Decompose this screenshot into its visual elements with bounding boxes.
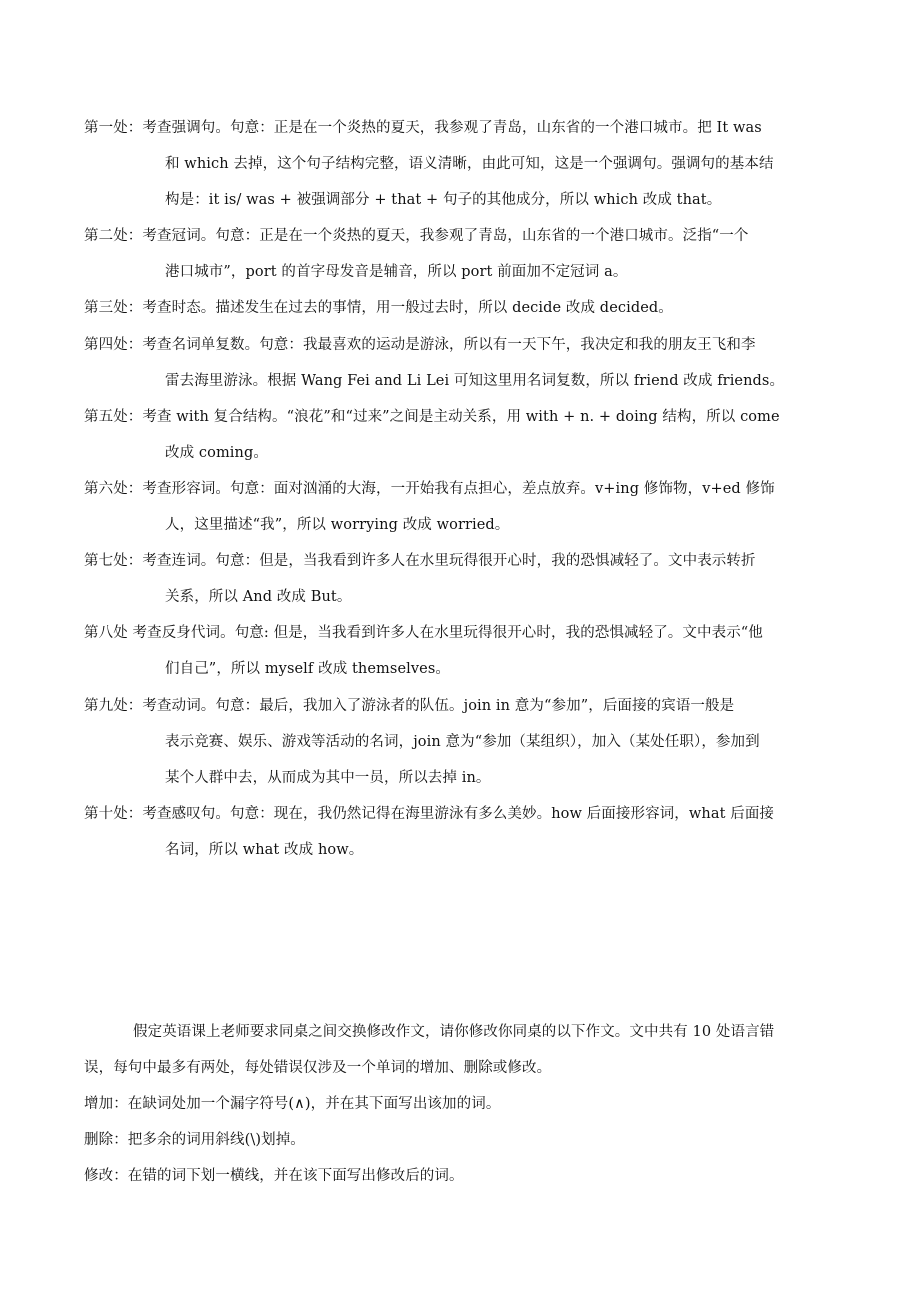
answer-9-line-1: 第九处：考查动词。句意：最后，我加入了游泳者的队伍。join in 意为“参加”，后面接的宾语一般是 xyxy=(84,698,735,714)
answer-2-line-1: 第二处：考查冠词。句意：正是在一个炎热的夏天，我参观了青岛，山东省的一个港口城市。泛指“一个 xyxy=(84,228,749,244)
answer-7-line-1: 第七处：考查连词。句意：但是，当我看到许多人在水里玩得很开心时，我的恐惧减轻了。文中表示转折 xyxy=(84,553,756,569)
instructions-modify: 修改：在错的词下划一横线，并在该下面写出修改后的词。 xyxy=(84,1168,464,1184)
answer-3-line-1: 第三处：考查时态。描述发生在过去的事情，用一般过去时，所以 decide 改成 decided。 xyxy=(84,300,673,316)
answer-9-line-2: 表示竞赛、娱乐、游戏等活动的名词，join 意为“参加（某组织），加入（某处任职），参加到 xyxy=(165,734,760,750)
answer-1-line-3: 构是：it is/ was + 被强调部分 + that + 句子的其他成分，所以 which 改成 that。 xyxy=(165,192,722,208)
instructions-delete: 删除：把多余的词用斜线(\)划掉。 xyxy=(84,1132,305,1148)
answer-10-line-1: 第十处：考查感叹句。句意：现在，我仍然记得在海里游泳有多么美妙。how 后面接形容词，what 后面接 xyxy=(84,806,775,822)
answer-7-line-2: 关系，所以 And 改成 But。 xyxy=(165,589,352,605)
answer-10-line-2: 名词，所以 what 改成 how。 xyxy=(165,842,364,858)
answer-4-line-2: 雷去海里游泳。根据 Wang Fei and Li Lei 可知这里用名词复数，所以 friend 改成 friends。 xyxy=(165,373,785,389)
answer-9-line-3: 某个人群中去，从而成为其中一员，所以去掉 in。 xyxy=(165,770,491,786)
answer-1-line-2: 和 which 去掉，这个句子结构完整，语义清晰，由此可知，这是一个强调句。强调句的基本结 xyxy=(165,156,774,172)
answer-2-line-2: 港口城市”，port 的首字母发音是辅音，所以 port 前面加不定冠词 a。 xyxy=(165,264,628,280)
answer-5-line-2: 改成 coming。 xyxy=(165,445,268,461)
answer-6-line-2: 人，这里描述“我”，所以 worrying 改成 worried。 xyxy=(165,517,510,533)
answer-1-line-1: 第一处：考查强调句。句意：正是在一个炎热的夏天，我参观了青岛，山东省的一个港口城市。把 It was xyxy=(84,120,762,136)
answer-5-line-1: 第五处：考查 with 复合结构。“浪花”和“过来”之间是主动关系，用 with + n. + doing 结构，所以 come xyxy=(84,409,780,425)
answer-6-line-1: 第六处：考查形容词。句意：面对汹涌的大海，一开始我有点担心，差点放弃。v+ing 修饰物，v+ed 修饰 xyxy=(84,481,775,497)
instructions-intro-line-2: 误，每句中最多有两处，每处错误仅涉及一个单词的增加、删除或修改。 xyxy=(84,1060,552,1076)
answer-8-line-1: 第八处 考查反身代词。句意: 但是，当我看到许多人在水里玩得很开心时，我的恐惧减轻了。文中表示“他 xyxy=(84,625,763,641)
instructions-intro-line-1: 假定英语课上老师要求同桌之间交换修改作文，请你修改你同桌的以下作文。文中共有 10 处语言错 xyxy=(133,1024,775,1040)
answer-4-line-1: 第四处：考查名词单复数。句意：我最喜欢的运动是游泳，所以有一天下午，我决定和我的朋友王飞和李 xyxy=(84,337,756,353)
instructions-add: 增加：在缺词处加一个漏字符号(∧)，并在其下面写出该加的词。 xyxy=(84,1096,501,1112)
answer-8-line-2: 们自己”，所以 myself 改成 themselves。 xyxy=(165,661,450,677)
